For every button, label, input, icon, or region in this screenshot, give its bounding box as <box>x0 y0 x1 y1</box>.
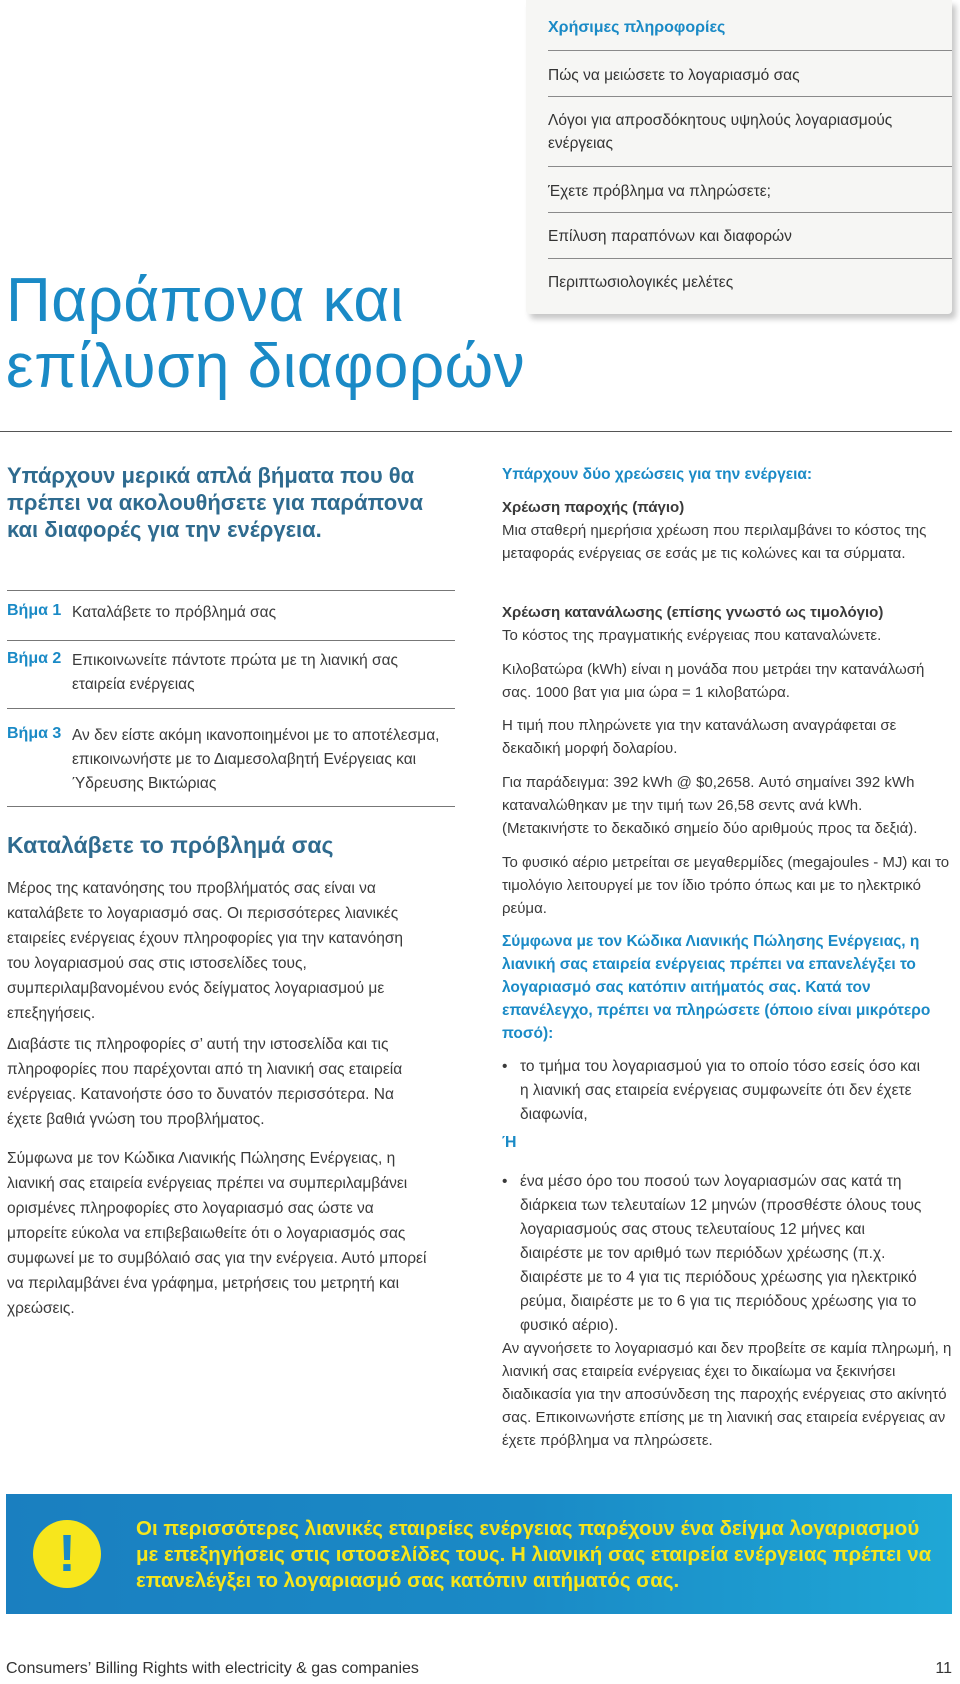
kwh-text: Κιλοβατώρα (kWh) είναι η μονάδα που μετράει την κατανάλωσή σας. 1000 βατ για μια ώρα = 1 κιλοβατώρα. <box>502 661 925 701</box>
paragraph-read-info: Διαβάστε τις πληροφορίες σ’ αυτή την ιστοσελίδα και τις πληροφορίες που παρέχονται από τη λιανική σας εταιρεία ενέργειας. Κατανοήστε όσο το δυνατόν περισσότερα. Να έχετε βαθιά γνώση του προβλήματος. <box>7 1036 403 1128</box>
supply-charge-text: Μια σταθερή ημερήσια χρέωση που περιλαμβάνει το κόστος της μεταφοράς ενέργειας σε εσάς με τις κολώνες και τα σύρματα. <box>502 522 927 562</box>
divider <box>548 96 952 97</box>
info-link-reduce-bill[interactable]: Πώς να μειώσετε το λογαριασμό σας <box>548 67 800 84</box>
step-2-label: Βήμα 2 <box>7 650 62 667</box>
info-link-disputes[interactable]: Επίλυση παραπόνων και διαφορών <box>548 228 792 245</box>
intro-text: Υπάρχουν μερικά απλά βήματα που θα πρέπει να ακολουθήσετε για παράπονα και διαφορές για την ενέργεια. <box>7 463 423 542</box>
closing-text: Αν αγνοήσετε το λογαριασμό και δεν προβείτε σε καμία πληρωμή, η λιανική σας εταιρεία ενέργειας έχει το δικαίωμα να ξεκινήσει διαδικασία για την αποσύνδεση της παροχής ενέργειας στο ακίνητό σας. Επικοινωνήστε επίσης με τη λιανική σας εταιρεία ενέργειας αν έχετε πρόβλημα να πληρώσετε. <box>502 1340 952 1449</box>
page-title-line1: Παράπονα και <box>6 266 405 335</box>
usage-charge-block <box>502 601 952 647</box>
step-3-text: Αν δεν είστε ακόμη ικανοποιημένοι με το αποτέλεσμα, επικοινωνήστε με το Διαμεσολαβητή Ενέργειας και Ύδρευσης Βικτώριας <box>72 727 440 792</box>
divider <box>7 708 455 709</box>
divider <box>548 50 952 51</box>
divider <box>7 640 455 641</box>
divider <box>548 212 952 213</box>
step-1-label: Βήμα 1 <box>7 602 62 619</box>
step-1-text: Καταλάβετε το πρόβλημά σας <box>72 604 277 621</box>
bullet-glyph: • <box>502 1173 508 1190</box>
usage-charge-title: Χρέωση κατανάλωσης (επίσης γνωστό ως τιμολόγιο) <box>502 604 884 621</box>
divider <box>548 166 952 167</box>
usage-charge-text: Το κόστος της πραγματικής ενέργειας που καταναλώνετε. <box>502 627 882 644</box>
charges-heading: Υπάρχουν δύο χρεώσεις για την ενέργεια: <box>502 466 813 483</box>
info-box-title: Χρήσιμες πληροφορίες <box>548 19 726 36</box>
bullet-text-agreed-portion: το τμήμα του λογαριασμού για το οποίο τόσο εσείς όσο και η λιανική σας εταιρεία ενέργειας συμφωνείτε ότι δεν έχετε διαφωνία, <box>520 1058 921 1123</box>
useful-info-box <box>526 0 952 314</box>
divider <box>548 258 952 259</box>
info-link-trouble-paying[interactable]: Έχετε πρόβλημα να πληρώσετε; <box>548 183 771 200</box>
code-heading: Σύμφωνα με τον Κώδικα Λιανικής Πώλησης Ενέργειας, η λιανική σας εταιρεία ενέργειας πρέπει να επανελέγξει το λογαριασμό σας κατόπιν αιτήματός σας. Κατά τον επανέλεγχο, πρέπει να πληρώσετε (όποιο είναι μικρότερο ποσό): <box>502 933 931 1042</box>
supply-charge-title: Χρέωση παροχής (πάγιο) <box>502 499 685 516</box>
paragraph-understand-bill: Μέρος της κατανόησης του προβλήματός σας είναι να καταλάβετε το λογαριασμό σας. Οι περισσότερες λιανικές εταιρείες ενέργειας έχουν πληροφορίες για την κατανόηση του λογαριασμού σας στις ιστοσελίδες τους, συμπεριλαμβανομένου ενός δείγματος λογαριασμού με επεξηγήσεις. <box>7 880 404 1022</box>
section-divider <box>0 431 952 432</box>
exclamation-icon: ! <box>33 1520 101 1588</box>
or-label: Ή <box>502 1134 517 1151</box>
supply-charge-block <box>502 496 952 565</box>
info-link-high-bills[interactable]: Λόγοι για απροσδόκητους υψηλούς λογαριασμούς ενέργειας <box>548 112 893 152</box>
page-title-line2: επίλυση διαφορών <box>6 332 526 401</box>
divider <box>7 806 455 807</box>
page-title <box>6 268 525 400</box>
gas-text: Το φυσικό αέριο μετρείται σε μεγαθερμίδες (megajoules - MJ) και το τιμολόγιο λειτουργεί με τον ίδιο τρόπο όπως και με το ηλεκτρικό ρεύμα. <box>502 854 950 917</box>
info-link-case-studies[interactable]: Περιπτωσιολογικές μελέτες <box>548 274 734 291</box>
banner-text: Οι περισσότερες λιανικές εταιρείες ενέργειας παρέχουν ένα δείγμα λογαριασμού με επεξηγήσεις στις ιστοσελίδες τους. Η λιανική σας εταιρεία ενέργειας πρέπει να επανελέγξει το λογαριασμό σας κατόπιν αιτήματός σας. <box>136 1517 932 1592</box>
price-text: Η τιμή που πληρώνετε για την κατανάλωση αναγράφεται σε δεκαδική μορφή δολαρίου. <box>502 717 897 757</box>
bullet-glyph: • <box>502 1058 508 1075</box>
example-text: Για παράδειγμα: 392 kWh @ $0,2658. Αυτό σημαίνει 392 kWh καταναλώθηκαν με την τιμή των 26,58 σεντς ανά kWh. (Μετακινήστε το δεκαδικό σημείο δύο αριθμούς προς τα δεξιά). <box>502 774 918 837</box>
step-2-text: Επικοινωνείτε πάντοτε πρώτα με τη λιανική σας εταιρεία ενέργειας <box>72 652 399 693</box>
bullet-text-average: ένα μέσο όρο του ποσού των λογαριασμών σας κατά τη διάρκεια των τελευταίων 12 μηνών (προσθέστε όλους τους λογαριασμούς σας στους τελευταίους 12 μήνες και διαιρέστε με τον αριθμό των περιόδων χρέωσης (π.χ. διαιρέστε με το 4 για τις περιόδους χρέωσης για ηλεκτρικό ρεύμα, διαιρέστε με το 6 για τις περιόδους χρέωσης για το φυσικό αέριο). <box>520 1173 922 1334</box>
divider <box>7 590 455 591</box>
alert-banner <box>6 1494 952 1614</box>
step-3-label: Βήμα 3 <box>7 725 62 742</box>
paragraph-retail-code: Σύμφωνα με τον Κώδικα Λιανικής Πώλησης Ενέργειας, η λιανική σας εταιρεία ενέργειας πρέπει να συμπεριλαμβάνει ορισμένες πληροφορίες στο λογαριασμό σας ώστε να μπορείτε εύκολα να επιβεβαιωθείτε ότι ο λογαριασμός σας συμφωνεί με το συμβόλαιό σας για την ενέργεια. Αυτό μπορεί να περιλαμβάνει ένα γράφημα, μετρήσεις του μετρητή και χρεώσεις. <box>7 1150 427 1317</box>
page-number: 11 <box>935 1660 952 1677</box>
section-heading: Καταλάβετε το πρόβλημά σας <box>7 832 334 858</box>
footer-title: Consumers’ Billing Rights with electricity & gas companies <box>6 1660 419 1677</box>
